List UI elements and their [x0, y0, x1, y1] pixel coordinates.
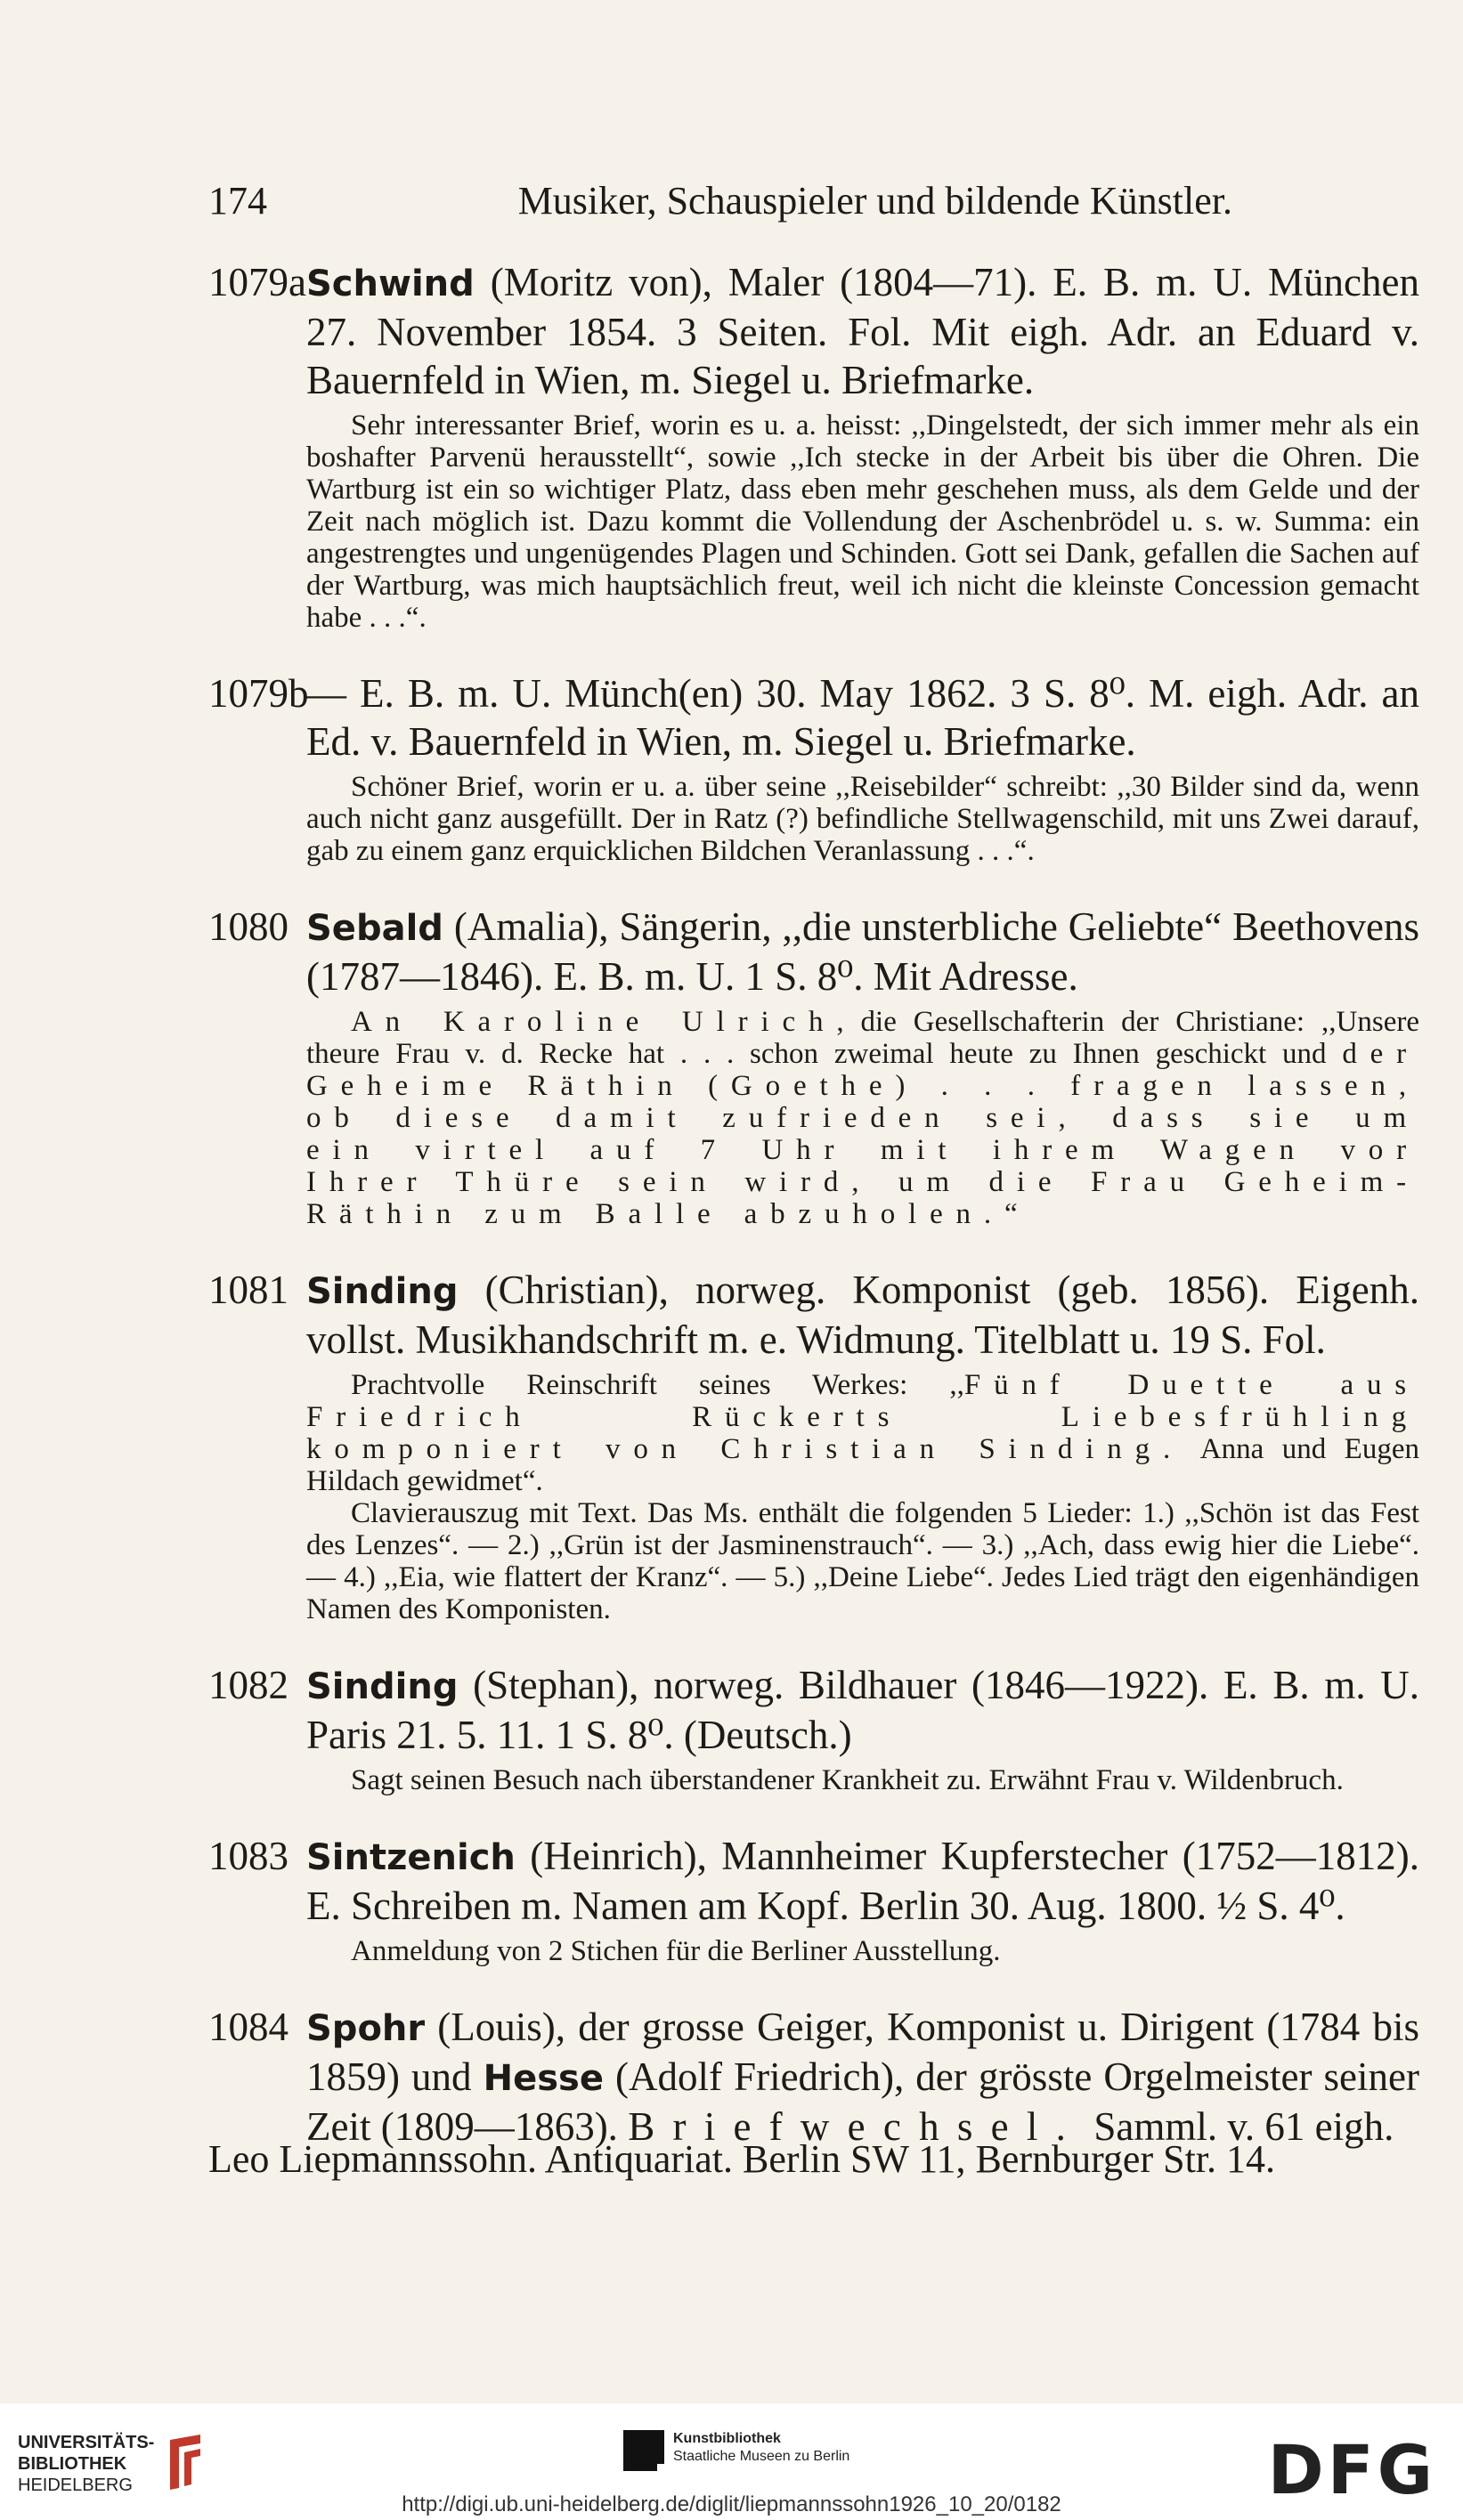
entry-number: 1084: [208, 2005, 289, 2049]
entry-heading: [208, 1661, 1419, 1759]
entry-name: Sintzenich: [306, 1837, 516, 1878]
entry-note: [208, 1006, 1419, 1230]
note-fragment: Prachtvolle Reinschrift seines Werkes: ,,: [351, 1369, 964, 1401]
kb-line: Kunstbibliothek: [673, 2431, 781, 2446]
entry-note: [208, 409, 1419, 634]
entry-heading: [208, 669, 1419, 766]
kunstbibliothek-logo: [623, 2430, 849, 2471]
spaced-title: Fünf Duette aus Friedrich Rückerts Liebesfrühling komponiert von Christian Sinding.: [306, 1369, 1419, 1465]
digitization-bar: [0, 2403, 1463, 2520]
entry-description: Samml. v. 61 eigh.: [1084, 2104, 1394, 2149]
spaced-word: Briefwechsel.: [628, 2104, 1085, 2149]
ub-line: UNIVERSITÄTS-: [18, 2433, 155, 2452]
page-number: 174: [208, 179, 267, 223]
entry-description: (Louis), der grosse Geiger, Komponist u. Dirigent (1784 bis 1859) und: [306, 2005, 1419, 2099]
ub-line: HEIDELBERG: [18, 2475, 133, 2495]
entry-heading: [208, 1266, 1419, 1364]
entry-name: Sinding: [306, 1271, 459, 1312]
ub-emblem-icon: [165, 2433, 206, 2495]
kb-line: Staatliche Museen zu Berlin: [673, 2449, 850, 2464]
entry-description: (Christian), norweg. Komponist (geb. 1856). Eigenh. vollst. Musikhandschrift m. e. Widmung. Titelblatt u. 19 S. Fol.: [306, 1268, 1419, 1362]
entry-note: [208, 1369, 1419, 1625]
publisher-line: Leo Liepmannssohn. Antiquariat. Berlin SW 11, Bernburger Str. 14.: [208, 2137, 1276, 2181]
entry-description: (Amalia), Sängerin, ,,die unsterbliche Geliebte“ Beethovens (1787—1846). E. B. m. U. 1 S. 8⁰. Mit Adresse.: [306, 904, 1419, 999]
entry-number: 1082: [208, 1663, 289, 1707]
entry-description: — E. B. m. U. Münch(en) 30. May 1862. 3 S. 8⁰. M. eigh. Adr. an Ed. v. Bauernfeld in Wien, m. Siegel u. Briefmarke.: [306, 671, 1419, 764]
catalog-entry: [208, 2003, 1419, 2151]
entry-name: Sebald: [306, 908, 443, 949]
entry-description: (Moritz von), Maler (1804—71). E. B. m. U. München 27. November 1854. 3 Seiten. Fol. Mit eigh. Adr. an Eduard v. Bauernfeld in Wien, m. Siegel u. Briefmarke.: [306, 260, 1419, 402]
entry-note-text: Clavierauszug mit Text. Das Ms. enthält die folgenden 5 Lieder: 1.) ,,Schön ist das Fest des Lenzes“. — 2.) ,,Grün ist der Jasminenstrauch“. — 3.) ,,Ach, dass ewig hier die Liebe“. — 4.) ,,Eia, wie flattert der Kranz“. — 5.) ,,Deine Liebe“. Jedes Lied trägt den eigenhändigen Namen des Komponisten.: [306, 1497, 1419, 1625]
running-title: Musiker, Schauspieler und bildende Künstler.: [517, 179, 1232, 223]
entry-number: 1083: [208, 1834, 289, 1878]
ub-heidelberg-logo: [18, 2432, 206, 2496]
entry-number: 1081: [208, 1268, 289, 1312]
catalog-entries: [208, 258, 1419, 2186]
ub-line: BIBLIOTHEK: [18, 2454, 127, 2474]
note-fragment: , die Gesellschafterin der Christiane: ,,Unsere theure Frau v. d. Recke hat . . . schon zweimal heute zu Ihnen geschickt und: [306, 1006, 1419, 1070]
entry-heading: [208, 903, 1419, 1001]
entry-number: 1079b: [208, 671, 309, 716]
entry-description: (Stephan), norweg. Bildhauer (1846—1922). E. B. m. U. Paris 21. 5. 11. 1 S. 8⁰. (Deutsch.): [306, 1663, 1419, 1757]
entry-description: (Heinrich), Mannheimer Kupferstecher (1752—1812). E. Schreiben m. Namen am Kopf. Berlin 30. Aug. 1800. ½ S. 4⁰.: [306, 1834, 1419, 1928]
entry-note-text: Schöner Brief, worin er u. a. über seine ,,Reisebilder“ schreibt: ,,30 Bilder sind da, wenn auch nicht ganz ausgefüllt. Der in Ratz (?) befindliche Stellwagenschild, mit uns Zwei darauf, gab zu einem ganz erquicklichen Bildchen Veranlassung . . .“.: [306, 771, 1419, 867]
note-fragment: Anna und Eugen Hildach gewidmet“.: [306, 1433, 1419, 1497]
entry-name: Schwind: [306, 263, 475, 304]
entry-note: [208, 1764, 1419, 1796]
entry-heading: [208, 258, 1419, 404]
catalog-entry: [208, 1266, 1419, 1625]
dfg-logo: DFG: [1267, 2430, 1436, 2509]
entry-note-text: [306, 1006, 1419, 1230]
catalog-entry: [208, 1832, 1419, 1967]
catalog-entry: [208, 669, 1419, 867]
note-fragment: “: [1004, 1198, 1018, 1230]
catalog-entry: [208, 1661, 1419, 1796]
entry-number: 1079a: [208, 260, 306, 304]
spaced-name: An Karoline Ulrich: [351, 1006, 837, 1038]
entry-note: [208, 771, 1419, 867]
permalink-url[interactable]: http://digi.ub.uni-heidelberg.de/diglit/liepmannssohn1926_10_20/0182: [402, 2492, 1061, 2516]
kb-square-icon: [623, 2430, 664, 2471]
entry-note-text: Anmeldung von 2 Stichen für die Berliner Ausstellung.: [351, 1935, 1001, 1967]
entry-note-text: [306, 1369, 1419, 1497]
entry-heading: [208, 2003, 1419, 2151]
entry-name: Sinding: [306, 1666, 459, 1707]
entry-name-2: Hesse: [483, 2058, 604, 2099]
catalog-entry: [208, 903, 1419, 1230]
catalog-entry: [208, 258, 1419, 634]
kb-logo-text: [673, 2430, 849, 2466]
entry-heading: [208, 1832, 1419, 1930]
spaced-quote: der Geheime Räthin (Goethe) . . . fragen lassen, ob diese damit zufrieden sei, dass sie um ein virtel auf 7 Uhr mit ihrem Wagen vor Ihrer Thüre sein wird, um die Frau Geheim-Räthin zum Balle abzuholen.: [306, 1038, 1419, 1230]
entry-number: 1080: [208, 904, 289, 949]
entry-description: (Adolf Friedrich), der grösste Orgelmeister seiner Zeit (1809—1863).: [306, 2054, 1419, 2149]
entry-note-text: Sagt seinen Besuch nach überstandener Krankheit zu. Erwähnt Frau v. Wildenbruch.: [351, 1764, 1344, 1796]
entry-note-text: Sehr interessanter Brief, worin es u. a. heisst: ,,Dingelstedt, der sich immer mehr als ein boshafter Parvenü herausstellt“, sowie ,,Ich stecke in der Arbeit bis über die Ohren. Die Wartburg ist ein so wichtiger Platz, dass eben mehr geschehen muss, als dem Gelde und der Zeit nach möglich ist. Dazu kommt die Vollendung der Aschenbrödel u. s. w. Summa: ein angestrengtes und ungenügendes Plagen und Schinden. Gott sei Dank, gefallen die Sachen auf der Wartburg, was mich hauptsächlich freut, weil ich nicht die kleinste Concession gemacht habe . . .“.: [306, 409, 1419, 634]
entry-note: [208, 1935, 1419, 1967]
page-header: [208, 178, 1232, 223]
publisher-footer: [208, 2136, 1419, 2182]
entry-name: Spohr: [306, 2008, 426, 2049]
ub-logo-text: [18, 2432, 154, 2496]
